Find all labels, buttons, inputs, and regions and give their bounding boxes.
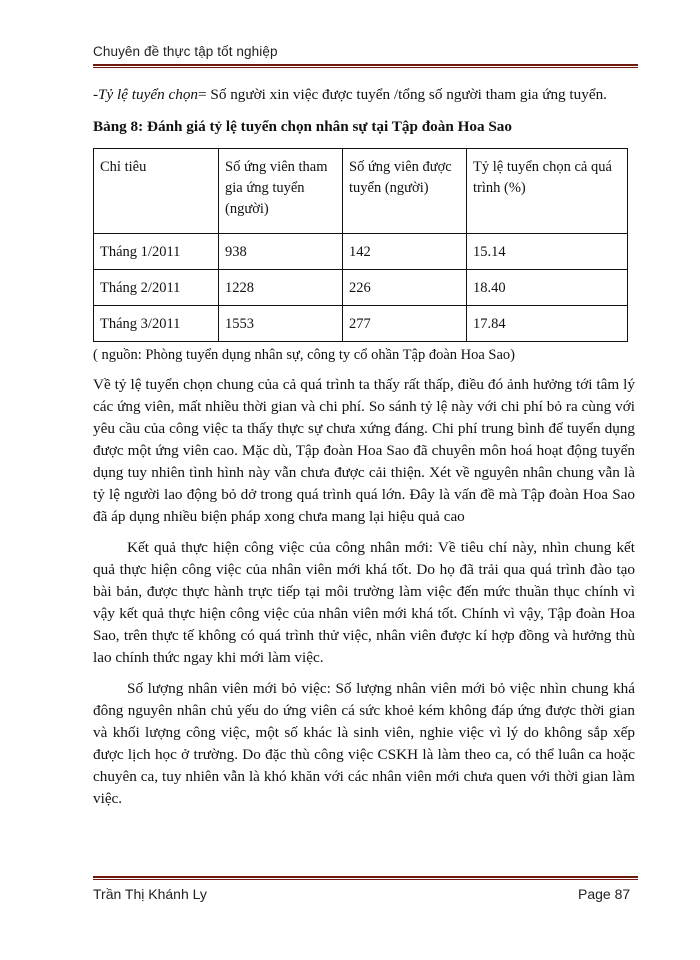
formula-paragraph (93, 84, 635, 106)
table-cell: 277 (343, 306, 467, 342)
header-divider (93, 64, 638, 66)
footer-divider-thin (93, 879, 638, 880)
table-cell: 1228 (219, 270, 343, 306)
table-title: Bảng 8: Đánh giá tỷ lệ tuyển chọn nhân sự tại Tập đoàn Hoa Sao (93, 118, 512, 135)
table-row (94, 234, 628, 270)
table-cell: 1553 (219, 306, 343, 342)
table-header-cell: Số ứng viên được tuyển (người) (343, 149, 467, 234)
table-header-cell: Số ứng viên tham gia ứng tuyển (người) (219, 149, 343, 234)
header-divider-thin (93, 67, 638, 68)
table-cell: 938 (219, 234, 343, 270)
table-cell: 17.84 (467, 306, 628, 342)
table-cell: Tháng 1/2011 (94, 234, 219, 270)
document-body (93, 84, 635, 819)
table-header-cell: Tỷ lệ tuyển chọn cả quá trình (%) (467, 149, 628, 234)
table-cell: 15.14 (467, 234, 628, 270)
recruitment-rate-table (93, 148, 628, 342)
table-row (94, 306, 628, 342)
footer-author: Trần Thị Khánh Ly (93, 886, 207, 902)
footer-divider (93, 876, 638, 878)
table-row (94, 270, 628, 306)
formula-definition: = Số người xin việc được tuyển /tổng số người tham gia ứng tuyển. (198, 86, 607, 103)
table-cell: 142 (343, 234, 467, 270)
table-header-row (94, 149, 628, 234)
paragraph-new-staff-turnover: Số lượng nhân viên mới bỏ việc: Số lượng nhân viên mới bỏ việc nhìn chung khá đông nguyên nhân chủ yếu do ứng viên cá sức khoẻ kém không đáp ứng được thời gian và khối lượng công việc, một số khác là sinh viên, nghie việc vì lý do không sắp xếp được lịch học ở trường. Do đặc thù công việc CSKH là làm theo ca, có thể luân ca hoặc chuyên ca, tuy nhiên vẫn là khó khăn với các nhân viên mới chưa quen với thời gian làm việc. (93, 680, 635, 807)
paragraph-new-staff-performance: Kết quả thực hiện công việc của công nhân mới: Về tiêu chí này, nhìn chung kết quả thực hiện công việc của nhân viên mới khá tốt. Do họ đã trải qua quá trình đào tạo bài bản, được thực hành trực tiếp tại môi trường làm việc đến mức thuần thục chính vì vậy kết quả thực hiện công việc của nhân viên mới khá tốt. Chính vì vậy, Tập đoàn Hoa Sao, trên thực tế không có quá trình thử việc, nhân viên được kí hợp đồng và hưởng thù lao chính thức ngay khi mới làm việc. (93, 539, 635, 666)
page-number: Page 87 (578, 886, 631, 902)
table-source-note: ( nguồn: Phòng tuyển dụng nhân sự, công ty cổ ohần Tập đoàn Hoa Sao) (93, 347, 515, 363)
paragraph-recruitment-rate: Về tỷ lệ tuyển chọn chung của cả quá trình ta thấy rất thấp, điều đó ảnh hưởng tới tâm lý các ứng viên, mất nhiều thời gian và chi phí. So sánh tỷ lệ này với chi phí bỏ ra cùng với yêu cầu của công việc ta thấy thực sự chưa xứng đáng. Chi phí trung bình để tuyển dụng được một ứng viên cao. Mặc dù, Tập đoàn Hoa Sao đã chuyên môn hoá hoạt động tuyển dụng tuy nhiên tình hình này vẫn chưa được cải thiện. Xét về nguyên nhân chung vẫn là tỷ lệ người lao động bỏ dở trong quá trình quá lớn. Đây là vấn đề mà Tập đoàn Hoa Sao đã áp dụng nhiều biện pháp xong chưa mang lại hiệu quả cao (93, 376, 635, 525)
formula-term: -Tỷ lệ tuyển chọn (93, 86, 199, 103)
table-cell: 226 (343, 270, 467, 306)
table-cell: Tháng 3/2011 (94, 306, 219, 342)
table-cell: 18.40 (467, 270, 628, 306)
table-header-cell: Chỉ tiêu (94, 149, 219, 234)
table-cell: Tháng 2/2011 (94, 270, 219, 306)
page-header-title: Chuyên đề thực tập tốt nghiệp (93, 44, 278, 59)
